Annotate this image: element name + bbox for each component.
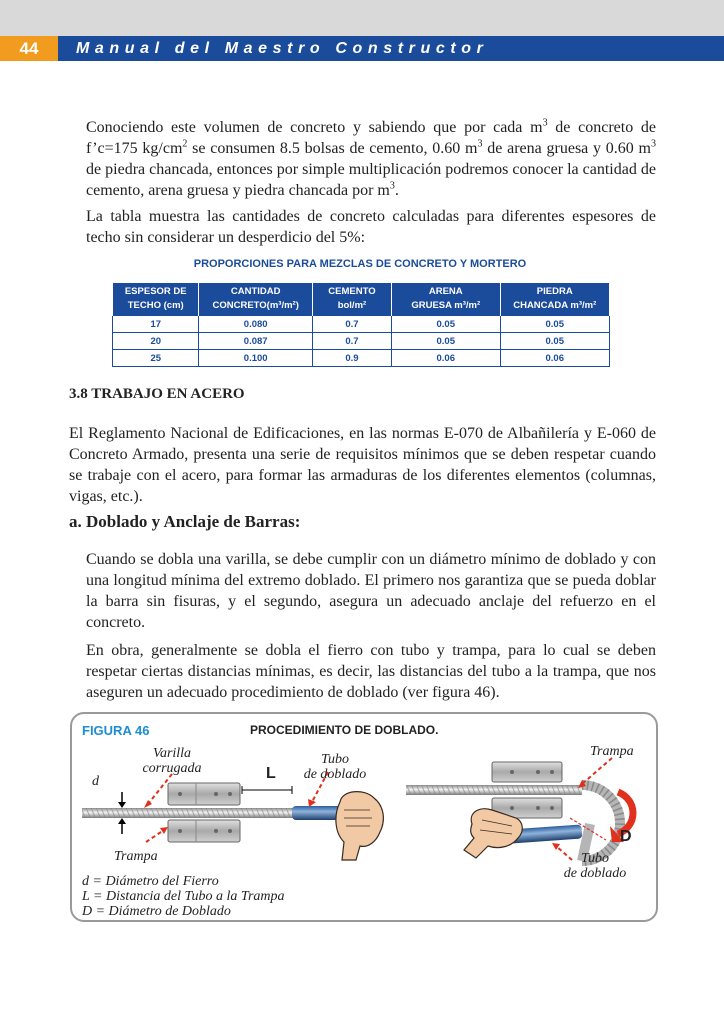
legend-D: D = Diámetro de Doblado [82, 904, 231, 919]
left-rebar-group [82, 772, 383, 860]
proportions-table [112, 283, 610, 367]
figure-legend [82, 874, 285, 919]
label-trampa-right: Trampa [590, 744, 634, 759]
label-tubo-left: Tubo de doblado [303, 752, 367, 782]
table-cell: 17 [113, 316, 199, 333]
header-title: Manual del Maestro Constructor [76, 40, 489, 57]
column-header: CANTIDAD CONCRETO(m³/m²) [199, 283, 312, 316]
table-row [113, 316, 610, 333]
table-row [113, 333, 610, 350]
figure-46 [70, 712, 658, 922]
table-cell: 0.05 [391, 316, 500, 333]
paragraph-regulation: El Reglamento Nacional de Edificaciones, en las normas E-070 de Albañilería y E-060 de Concreto Armado, presenta una serie de requisitos mínimos que se deben respetar cuando se trabaje con el acero, para formar las armaduras de los diferentes elementos (columnas, vigas, etc.). [69, 425, 656, 505]
legend-d: d = Diámetro del Fierro [82, 874, 219, 889]
label-L: L [266, 765, 276, 782]
table-row [113, 350, 610, 367]
table-title: PROPORCIONES PARA MEZCLAS DE CONCRETO Y MORTERO [193, 258, 527, 270]
table-cell: 0.06 [500, 350, 610, 367]
label-d: d [92, 774, 99, 789]
paragraph-on-site: En obra, generalmente se dobla el fierro con tubo y trampa, para lo cual se deben respetar ciertas distancias mínimas, es decir, las distancias del tubo a la trampa, que nos aseguren un adecuado procedimiento de doblado (ver figura 46). [86, 642, 656, 701]
table-header-row [113, 283, 610, 316]
page-number: 44 [0, 36, 58, 61]
table-cell: 0.05 [500, 316, 610, 333]
right-rebar-group [406, 758, 633, 861]
legend-L: L = Distancia del Tubo a la Trampa [82, 889, 285, 904]
paragraph-concrete-volume: Conociendo este volumen de concreto y sabiendo que por cada $m^3$ de concreto de f’c=175 $kg/cm^2$ se consumen 8.5 bolsas de cemento, 0.60 $m^3$ de arena gruesa y 0.60 $m^3$ de piedra chancada, entonces por simple multiplicación podremos conocer la cantidad de cemento, arena gruesa y piedra chancada por $m^3$. [86, 117, 657, 199]
column-header: ARENA GRUESA m³/m² [391, 283, 500, 316]
table-cell: 0.100 [199, 350, 312, 367]
figure-title: PROCEDIMIENTO DE DOBLADO. [250, 723, 439, 737]
table-cell: 0.05 [391, 333, 500, 350]
label-D: D [620, 828, 632, 845]
top-strip [0, 0, 724, 36]
figure-label: FIGURA 46 [82, 723, 150, 738]
table-cell: 0.05 [500, 333, 610, 350]
label-trampa-left: Trampa [114, 849, 158, 864]
table-cell: 0.087 [199, 333, 312, 350]
column-header: CEMENTO bol/m² [312, 283, 391, 316]
column-header: PIEDRA CHANCADA m³/m² [500, 283, 610, 316]
subsection-heading: a. Doblado y Anclaje de Barras: [69, 512, 301, 531]
table-cell: 0.9 [312, 350, 391, 367]
paragraph-table-intro: La tabla muestra las cantidades de concreto calculadas para diferentes espesores de techo sin considerar un desperdicio del 5%: [86, 208, 656, 246]
label-tubo-right: Tubo de doblado [563, 851, 627, 881]
table-cell: 25 [113, 350, 199, 367]
label-varilla-corrugada: Varilla corrugada [142, 746, 202, 776]
table-cell: 0.06 [391, 350, 500, 367]
table-cell: 0.7 [312, 316, 391, 333]
section-heading: 3.8 TRABAJO EN ACERO [69, 386, 245, 402]
table-cell: 20 [113, 333, 199, 350]
table-cell: 0.7 [312, 333, 391, 350]
paragraph-bending: Cuando se dobla una varilla, se debe cumplir con un diámetro mínimo de doblado y con una longitud mínima del extremo doblado. El primero nos garantiza que se pueda doblar la barra sin fisuras, y el segundo, asegura un adecuado anclaje del refuerzo en el concreto. [86, 551, 656, 631]
page-header [0, 36, 724, 61]
table-cell: 0.080 [199, 316, 312, 333]
column-header: ESPESOR DE TECHO (cm) [113, 283, 199, 316]
